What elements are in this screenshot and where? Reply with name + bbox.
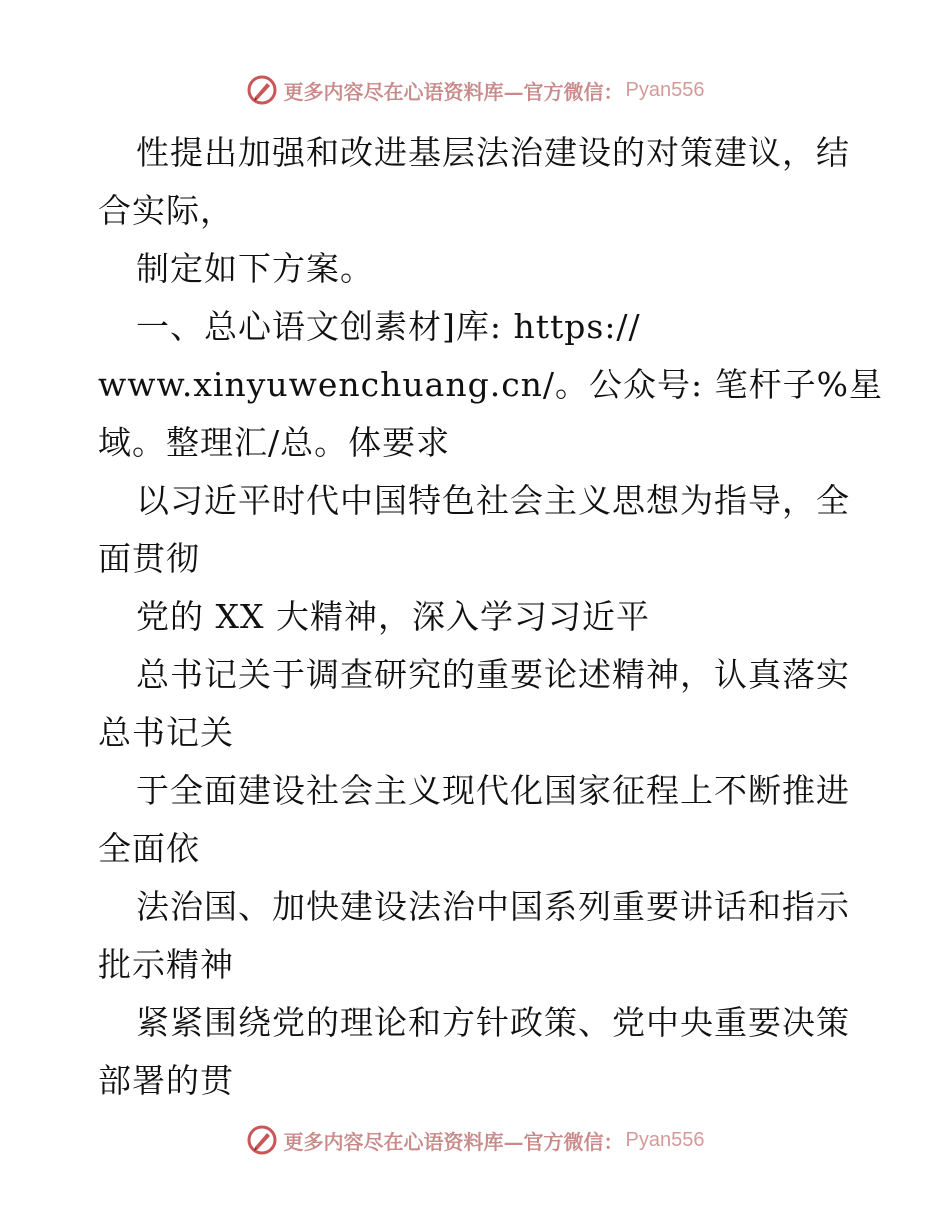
text-line: 紧紧围绕党的理论和方针政策、党中央重要决策: [136, 1003, 850, 1042]
text-line: 全面依: [98, 829, 200, 868]
watermark-id: Pyan556: [625, 78, 705, 101]
text-line: 域。整理汇/总。体要求: [98, 423, 451, 462]
text-line: 制定如下方案。: [136, 249, 374, 288]
watermark-text: 更多内容尽在心语资料库—官方微信：: [283, 79, 624, 104]
text-line: www.xinyuwenchuang.cn/。公众号: 笔杆子%星: [98, 365, 884, 404]
footer-watermark: [0, 1120, 950, 1160]
pen-logo-icon: [246, 1124, 278, 1156]
text-line: 于全面建设社会主义现代化国家征程上不断推进: [136, 771, 850, 810]
pen-logo-icon: [246, 74, 278, 106]
text-line: 部署的贯: [98, 1061, 234, 1100]
header-watermark: [0, 70, 950, 110]
text-line: 批示精神: [98, 945, 234, 984]
text-line: 性提出加强和改进基层法治建设的对策建议，结: [136, 133, 850, 172]
document-body: [98, 124, 884, 1110]
text-line: 合实际，: [98, 191, 234, 230]
watermark-text: 更多内容尽在心语资料库—官方微信：: [283, 1129, 624, 1154]
text-line: 面贯彻: [98, 539, 200, 578]
text-line: 总书记关于调查研究的重要论述精神，认真落实: [136, 655, 850, 694]
text-line: 法治国、加快建设法治中国系列重要讲话和指示: [136, 887, 850, 926]
watermark-id: Pyan556: [625, 1128, 705, 1151]
text-line: 一、总心语文创素材]库: https://: [136, 307, 641, 346]
text-line: 总书记关: [98, 713, 234, 752]
text-line: 以习近平时代中国特色社会主义思想为指导，全: [136, 481, 850, 520]
text-line: 党的 XX 大精神，深入学习习近平: [136, 597, 650, 636]
